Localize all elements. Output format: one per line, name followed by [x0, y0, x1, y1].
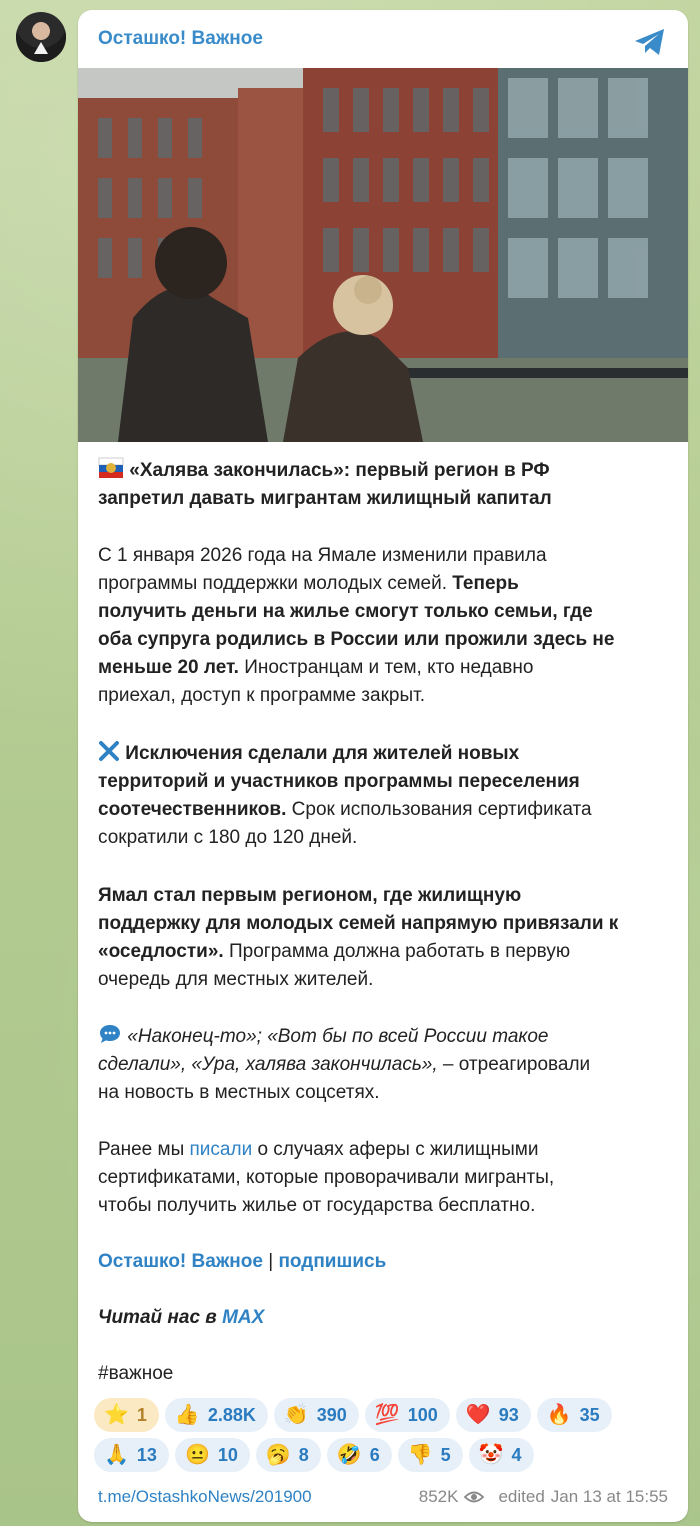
signature-channel-link[interactable]: Осташко! Важное	[98, 1251, 263, 1272]
reaction-button[interactable]	[94, 1398, 159, 1432]
reaction-count: 390	[316, 1404, 347, 1425]
reaction-emoji: 🥱	[265, 1444, 291, 1466]
reaction-count: 35	[579, 1404, 600, 1425]
views-count: 852K	[418, 1487, 459, 1506]
reaction-count: 2.88K	[207, 1404, 256, 1425]
post-title: «Халява закончилась»: первый регион в РФ запретил давать мигрантам жилищный капитал	[98, 456, 668, 513]
channel-name[interactable]: Осташко! Важное	[98, 28, 263, 49]
reaction-emoji: ❤️	[465, 1404, 491, 1426]
reaction-count: 100	[407, 1404, 438, 1425]
post-timestamp: Jan 13 at 15:55	[550, 1487, 668, 1506]
max-link[interactable]: MAX	[222, 1307, 265, 1328]
reaction-count: 4	[511, 1444, 522, 1465]
reaction-button[interactable]	[165, 1398, 268, 1432]
signature-line: Осташко! Важное | подпишись	[98, 1251, 387, 1272]
reaction-emoji: 🤣	[336, 1444, 362, 1466]
channel-avatar[interactable]	[16, 12, 66, 62]
reaction-emoji: ⭐	[104, 1404, 129, 1426]
reaction-button[interactable]	[456, 1398, 531, 1432]
post-link[interactable]: t.me/OstashkoNews/201900	[98, 1487, 312, 1506]
reaction-count: 13	[136, 1444, 157, 1465]
reaction-count: 5	[440, 1444, 451, 1465]
paragraph-1: С 1 января 2026 года на Ямале изменили правила программы поддержки молодых семей. Теперь получить деньги на жилье смогут только семьи, где оба супруга родились в России или прожили здесь не меньше 20 лет. Иностранцам и тем, кто недавно приехал, доступ к программе закрыт.	[98, 545, 615, 706]
russia-flag-icon	[98, 456, 124, 480]
reaction-button[interactable]	[175, 1438, 250, 1472]
reaction-emoji: 👏	[283, 1404, 309, 1426]
reaction-button[interactable]	[256, 1438, 321, 1472]
read-us-line: Читай нас в MAX	[98, 1307, 265, 1328]
speech-bubble-icon	[98, 1023, 122, 1045]
reaction-count: 93	[498, 1404, 519, 1425]
reaction-emoji: 🤡	[478, 1444, 504, 1466]
reaction-emoji: 👍	[174, 1404, 200, 1426]
reaction-button[interactable]	[327, 1438, 392, 1472]
reaction-count: 8	[298, 1444, 309, 1465]
reaction-emoji: 🔥	[546, 1404, 572, 1426]
eye-icon	[464, 1490, 484, 1504]
reaction-button[interactable]	[365, 1398, 450, 1432]
edited-label: edited	[498, 1487, 545, 1506]
reaction-count: 10	[217, 1444, 238, 1465]
post-photo[interactable]	[78, 68, 688, 442]
reaction-button[interactable]	[94, 1438, 169, 1472]
reaction-button[interactable]	[398, 1438, 463, 1472]
reaction-count: 6	[369, 1444, 380, 1465]
paragraph-3: Ямал стал первым регионом, где жилищную поддержку для молодых семей напрямую привязали к «оседлости». Программа должна работать в первую очередь для местных жителей.	[98, 885, 619, 990]
paragraph-4: «Наконец-то»; «Вот бы по всей России такое сделали», «Ура, халява закончилась», – отреагировали на новость в местных соцсетях.	[98, 1023, 668, 1107]
reaction-button[interactable]	[537, 1398, 612, 1432]
reaction-emoji: 🙏	[104, 1444, 129, 1466]
reaction-button[interactable]	[469, 1438, 534, 1472]
reaction-emoji: 💯	[374, 1404, 400, 1426]
reaction-button[interactable]	[274, 1398, 359, 1432]
subscribe-link[interactable]: подпишись	[278, 1251, 387, 1272]
reaction-emoji: 👎	[407, 1444, 433, 1466]
post-card	[78, 10, 688, 1522]
reaction-count: 1	[136, 1404, 147, 1425]
cross-mark-icon	[98, 740, 120, 762]
reactions-bar	[94, 1398, 684, 1472]
paragraph-2: Исключения сделали для жителей новых территорий и участников программы переселения соотечественников. Срок использования сертификата сократили с 180 до 120 дней.	[98, 740, 668, 852]
reaction-emoji: 😐	[184, 1444, 210, 1466]
hashtag[interactable]: #важное	[98, 1363, 174, 1384]
paragraph-5: Ранее мы писали о случаях аферы с жилищными сертификатами, которые проворачивали мигранты, чтобы получить жилье от государства бесплатно.	[98, 1139, 555, 1216]
telegram-icon[interactable]	[632, 24, 668, 60]
wrote-link[interactable]: писали	[189, 1139, 253, 1160]
